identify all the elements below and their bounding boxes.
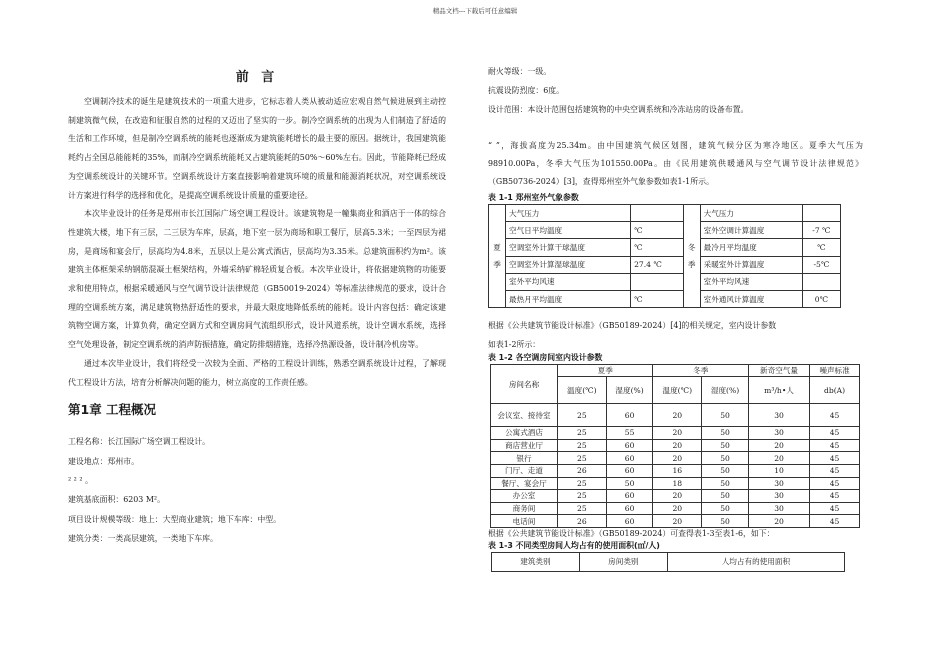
- table-row: [491, 464, 860, 477]
- col-header-room-type: 房间类别: [579, 552, 667, 571]
- col-header-noise: 噪声标准: [810, 365, 860, 377]
- table-cell: 50: [702, 464, 749, 477]
- location-line: 建设地点：郑州市。: [68, 456, 140, 466]
- table-cell: 45: [810, 490, 860, 503]
- preface-title: 前 言: [235, 70, 279, 85]
- col-header-building-type: 建筑类别: [492, 552, 580, 571]
- table-cell: 25: [558, 490, 607, 503]
- table-cell: -5℃: [802, 256, 840, 273]
- table-cell: 银行: [491, 452, 558, 465]
- table-cell: ℃: [802, 239, 840, 256]
- table-cell: 最热月平均温度: [506, 290, 631, 307]
- table-cell: 大气压力: [506, 205, 631, 222]
- project-name-line: 工程名称：长江国际广场空调工程设计。: [68, 437, 211, 447]
- summer-label: 夏季: [489, 205, 506, 308]
- preface-paragraph-2: 本次毕业设计的任务是郑州市长江国际广场空调工程设计。该建筑物是一幢集商业和酒店于一体的综合性建筑大楼，地下有三层，二三层为车库，层高，地下室一层为商场和职工餐厅，层高5.3米；一至四层为裙房，是商场和宴会厅，层高均为4.8米，五层以上是公寓式酒店，层高均为3.35米。总建筑面积约为m²。该建筑主体框架采纳钢筋混凝土框架结构，外墙采纳矿棉轻质复合板。本次毕业设计，将依据建筑物的功能要求和使用特点，根据采暖通风与空气调节设计法律规范（GB50019-2024）等标准法律规范的要求，设计合理的空调系统方案，满足建筑物热舒适性的要求，并最大限度地降低系统的能耗。设计内容包括：确定该建筑物空调方案，计算负荷，确定空调方式和空调房间气流组织形式，设计风道系统，设计空调水系统，选择空气处理设备，制定空调系统的消声防振措施，确定防排烟措施，选择冷热源设备，设计制冷机房等。: [68, 209, 446, 350]
- table-cell: 26: [558, 515, 607, 528]
- table-cell: 办公室: [491, 490, 558, 503]
- table-row: [491, 490, 860, 503]
- table-cell: 30: [748, 490, 809, 503]
- table-cell: 20: [653, 404, 702, 427]
- col-header-area: 人均占有的使用面积: [667, 552, 844, 571]
- table-cell: [802, 273, 840, 290]
- table-cell: [631, 273, 684, 290]
- table-cell: 50: [702, 452, 749, 465]
- table-row: [491, 477, 860, 490]
- table-cell: 电话间: [491, 515, 558, 528]
- table-cell: 25: [558, 439, 607, 452]
- table-cell: 18: [653, 477, 702, 490]
- table-cell: 餐厅、宴会厅: [491, 477, 558, 490]
- table-cell: 25: [558, 452, 607, 465]
- table-cell: 25: [558, 427, 607, 440]
- table-cell: 25: [558, 404, 607, 427]
- table-cell: 50: [606, 477, 653, 490]
- standard-paragraph: 根据《公共建筑节能设计标准》（GB50189-2024）[4]的相关规定，室内设计参数: [488, 321, 777, 331]
- table-cell: 60: [606, 502, 653, 515]
- table-row: [489, 290, 841, 307]
- table-cell: [631, 205, 684, 222]
- table-cell: 50: [702, 490, 749, 503]
- table-cell: [802, 205, 840, 222]
- table-cell: 60: [606, 439, 653, 452]
- page-header: 精品文档---下载后可任意编辑: [432, 7, 518, 15]
- area-line: ² ² ² 。: [68, 476, 93, 486]
- winter-label: 冬季: [683, 205, 700, 308]
- table-cell: 30: [748, 477, 809, 490]
- table-cell: 商店营业厅: [491, 439, 558, 452]
- table-row: [489, 256, 841, 273]
- table-row: [491, 515, 860, 528]
- table-cell: 室外平均风速: [506, 273, 631, 290]
- table-cell: 45: [810, 515, 860, 528]
- table-row: [489, 222, 841, 239]
- col-header-room: 房间名称: [491, 365, 558, 404]
- table-cell: 20: [748, 515, 809, 528]
- table-cell: 10: [748, 464, 809, 477]
- table-cell: 空调室外计算干球温度: [506, 239, 631, 256]
- table-cell: 空调室外计算湿球温度: [506, 256, 631, 273]
- scale-line: 项目设计规模等级：地上：大型商业建筑；地下车库：中型。: [68, 514, 282, 524]
- table-cell: 20: [653, 515, 702, 528]
- table-cell: 30: [748, 502, 809, 515]
- table-cell: 45: [810, 427, 860, 440]
- fire-rating-line: 耐火等级：一级。: [488, 67, 552, 76]
- table-cell: 20: [748, 452, 809, 465]
- table-cell: 室外通风计算温度: [700, 290, 802, 307]
- table-row: [491, 404, 860, 427]
- table-cell: 16: [653, 464, 702, 477]
- table-cell: 50: [702, 502, 749, 515]
- table-cell: 20: [653, 490, 702, 503]
- table-cell: 20: [653, 439, 702, 452]
- left-column: [68, 64, 446, 549]
- table-row: [491, 427, 860, 440]
- table-cell: 45: [810, 502, 860, 515]
- table-cell: 20: [653, 502, 702, 515]
- table-cell: 50: [702, 515, 749, 528]
- table-cell: 25: [558, 502, 607, 515]
- table-cell: 最冷月平均温度: [700, 239, 802, 256]
- table-cell: 20: [653, 427, 702, 440]
- table-cell: 室外空调计算温度: [700, 222, 802, 239]
- table-cell: 30: [748, 427, 809, 440]
- table-header-row: [492, 552, 845, 571]
- table-cell: 会议室、接待室: [491, 404, 558, 427]
- standard-paragraph-2: 根据《公共建筑节能设计标准》（GB50189-2024）可查得表1-3至表1-6，如下：: [488, 528, 775, 538]
- table-row: [489, 205, 841, 222]
- table-cell: 60: [606, 464, 653, 477]
- table-cell: ℃: [631, 222, 684, 239]
- table-cell: 50: [702, 439, 749, 452]
- table-cell: -7 ℃: [802, 222, 840, 239]
- standard-paragraph-cont: 如表1-2所示：: [488, 340, 541, 350]
- table-cell: 50: [702, 427, 749, 440]
- table-cell: ℃: [631, 290, 684, 307]
- sub-header-fresh-unit: m³/h•人: [748, 377, 809, 404]
- table-cell: 60: [606, 404, 653, 427]
- table-row: [489, 239, 841, 256]
- col-header-winter: 冬季: [653, 365, 748, 377]
- table-cell: 60: [606, 515, 653, 528]
- table-cell: 20: [748, 439, 809, 452]
- table-cell: 大气压力: [700, 205, 802, 222]
- sub-header-winter-temp: 温度(℃): [653, 377, 702, 404]
- chapter-title: 第1章 工程概况: [68, 402, 157, 418]
- table-row: [491, 502, 860, 515]
- table-cell: 50: [702, 404, 749, 427]
- table-cell: 0℃: [802, 290, 840, 307]
- area-per-person-table: [491, 552, 845, 572]
- base-area-line: 建筑基底面积：6203 M²。: [68, 495, 165, 505]
- sub-header-summer-hum: 湿度(%): [606, 377, 653, 404]
- table-cell: 空气日平均温度: [506, 222, 631, 239]
- design-scope-line: 设计范围：本设计范围包括建筑物的中央空调系统和冷冻站房的设备布置。: [488, 105, 749, 114]
- right-column: [488, 62, 863, 572]
- col-header-summer: 夏季: [558, 365, 653, 377]
- table-cell: 20: [653, 452, 702, 465]
- sub-header-summer-temp: 温度(℃): [558, 377, 607, 404]
- table-cell: 55: [606, 427, 653, 440]
- seismic-line: 抗震设防烈度：6度。: [488, 86, 565, 95]
- table-cell: 公寓式酒店: [491, 427, 558, 440]
- table3-caption: 表 1-3 不同类型房间人均占有的使用面积(㎡/人): [488, 540, 660, 550]
- sub-header-winter-hum: 湿度(%): [702, 377, 749, 404]
- table2-caption: 表 1-2 各空调房间室内设计参数: [488, 353, 603, 363]
- climate-paragraph: “ ”，海拔高度为25.34m。由中国建筑气候区划图，建筑气候分区为寒冷地区。夏季大气压为98910.00Pa，冬季大气压为101550.00Pa。由《民用建筑供暖通风与空气调节设计法律规范》（GB50736-2024）[3]，查得郑州室外气象参数如表1-1所示。: [488, 141, 863, 186]
- table-cell: 60: [606, 490, 653, 503]
- col-header-fresh-air: 新奇空气量: [748, 365, 809, 377]
- indoor-design-table: [490, 364, 860, 528]
- category-line: 建筑分类：一类高层建筑，一类地下车库。: [68, 534, 218, 544]
- table-cell: 30: [748, 404, 809, 427]
- table-row: [491, 452, 860, 465]
- table-cell: 45: [810, 404, 860, 427]
- table1-caption: 表 1-1 郑州室外气象参数: [488, 193, 579, 202]
- table-cell: 室外平均风速: [700, 273, 802, 290]
- table-cell: 26: [558, 464, 607, 477]
- preface-paragraph-3: 通过本次毕业设计，我们将经受一次较为全面、严格的工程设计训练，熟悉空调系统设计过程，了解现代工程设计方法，培育分析解决问题的能力，树立高度的工作责任感。: [68, 358, 446, 387]
- table-cell: 45: [810, 452, 860, 465]
- table-cell: 45: [810, 439, 860, 452]
- table-cell: 门厅、走道: [491, 464, 558, 477]
- table-cell: 25: [558, 477, 607, 490]
- table-header-row: [491, 365, 860, 377]
- table-row: [491, 439, 860, 452]
- table-cell: 27.4 ℃: [631, 256, 684, 273]
- table-cell: ℃: [631, 239, 684, 256]
- sub-header-noise-unit: db(A): [810, 377, 860, 404]
- table-row: [489, 273, 841, 290]
- table-cell: 50: [702, 477, 749, 490]
- table-cell: 60: [606, 452, 653, 465]
- table-cell: 45: [810, 464, 860, 477]
- outdoor-climate-table: [488, 204, 841, 308]
- table-cell: 采暖室外计算温度: [700, 256, 802, 273]
- preface-paragraph-1: 空调制冷技术的诞生是建筑技术的一项重大进步，它标志着人类从被动适应宏观自然气候进展到主动控制建筑微气候，在改造和征服自然的过程的又迈出了坚实的一步。制冷空调系统的出现为人们制造了舒适的生活和工作环境，但是制冷空调系统的能耗也逐渐成为建筑能耗增长的最主要的原因。据统计，我国建筑能耗约占全国总能能耗的35%，而制冷空调系统能耗又占建筑能耗的50%～60%左右。因此，节能降耗已经成为空调系统设计的关键环节。空调系统设计方案直接影响着建筑环境的质量和能源消耗状况，对空调系统设计方案进行科学的选择和优化，是提高空调系统设计质量的重要途径。: [68, 97, 446, 200]
- table-cell: 45: [810, 477, 860, 490]
- table-cell: 商务间: [491, 502, 558, 515]
